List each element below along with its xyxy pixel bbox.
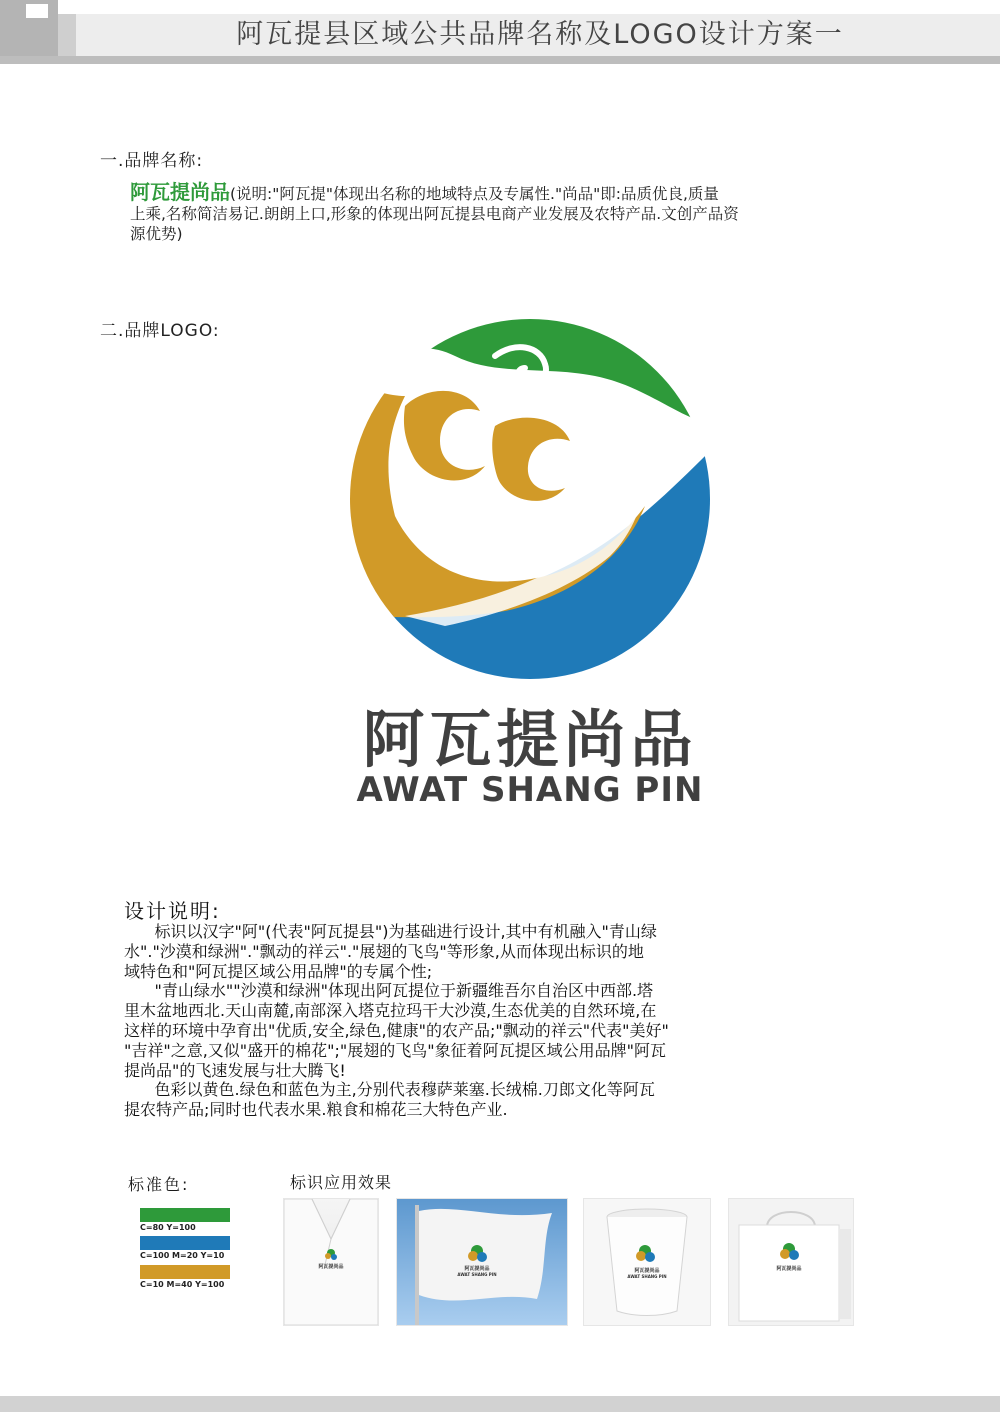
logo-chinese-name: 阿瓦提尚品 <box>362 703 698 776</box>
design-line: "吉祥"之意,又似"盛开的棉花";"展翅的飞鸟"象征着阿瓦提区域公用品牌"阿瓦 <box>124 1040 666 1060</box>
swatch-gold-label: C=10 M=40 Y=100 <box>140 1280 225 1289</box>
footer-band <box>0 1396 1000 1412</box>
design-line: 提尚品"的飞速发展与壮大腾飞! <box>124 1060 346 1080</box>
cup-logo-sub: AWAT SHANG PIN <box>627 1274 667 1279</box>
application-photo-flag <box>396 1198 568 1326</box>
brand-description-line3: 源优势) <box>130 225 183 243</box>
cup-illustration <box>584 1199 710 1325</box>
design-description <box>124 922 884 1120</box>
swatch-green <box>140 1208 230 1222</box>
design-line: 这样的环境中孕育出"优质,安全,绿色,健康"的农产品;"飘动的祥云"代表"美好" <box>124 1020 669 1040</box>
application-photo-bag <box>728 1198 854 1326</box>
header-decor-block-2 <box>58 14 76 56</box>
shirt-illustration <box>284 1199 378 1325</box>
header-decor-notch <box>26 4 48 18</box>
brand-name-block <box>130 182 920 244</box>
bag-illustration <box>729 1199 853 1325</box>
flag-illustration <box>397 1199 567 1325</box>
applications-heading: 标识应用效果 <box>290 1173 393 1192</box>
design-line: 提农特产品;同时也代表水果.粮食和棉花三大特色产业. <box>124 1100 508 1120</box>
swatch-gold <box>140 1265 230 1279</box>
design-line: 水"."沙漠和绿洲"."飘动的祥云"."展翅的飞鸟"等形象,从而体现出标识的地 <box>124 941 644 961</box>
brand-description-line2: 上乘,名称简洁易记.朗朗上口,形象的体现出阿瓦提县电商产业发展及农特产品.文创产品资 <box>130 205 739 223</box>
swatch-green-label: C=80 Y=100 <box>140 1223 196 1232</box>
design-line: 标识以汉字"阿"(代表"阿瓦提县")为基础进行设计,其中有机融入"青山绿 <box>124 922 657 941</box>
application-photo-shirt <box>283 1198 379 1326</box>
swatch-blue <box>140 1236 230 1250</box>
cup-logo-label: 阿瓦提尚品 <box>634 1268 660 1274</box>
design-line: 色彩以黄色.绿色和蓝色为主,分别代表穆萨莱塞.长绒棉.刀郎文化等阿瓦 <box>124 1080 655 1100</box>
design-line: 里木盆地西北.天山南麓,南部深入塔克拉玛干大沙漠,生态优美的自然环境,在 <box>124 1001 657 1021</box>
application-photo-cup <box>583 1198 711 1326</box>
flag-logo-label: 阿瓦提尚品 <box>464 1266 490 1272</box>
design-heading: 设计说明: <box>124 899 221 923</box>
brand-description-line1: (说明:"阿瓦提"体现出名称的地域特点及专属性."尚品"即:品质优良,质量 <box>230 185 719 203</box>
logo-english-name: AWAT SHANG PIN <box>356 770 704 810</box>
design-line: "青山绿水""沙漠和绿洲"体现出阿瓦提位于新疆维吾尔自治区中西部.塔 <box>124 981 654 1001</box>
header-rule <box>0 56 1000 64</box>
shirt-logo-label: 阿瓦提尚品 <box>318 1264 344 1270</box>
standard-colors-heading: 标准色: <box>128 1175 190 1194</box>
design-line: 域特色和"阿瓦提区域公用品牌"的专属个性; <box>124 961 433 981</box>
brand-logo-mark <box>345 316 715 686</box>
section2-heading: 二.品牌LOGO: <box>100 321 220 341</box>
section1-heading: 一.品牌名称: <box>100 151 204 171</box>
page-title: 阿瓦提县区域公共品牌名称及LOGO设计方案一 <box>236 19 844 50</box>
bag-logo-label: 阿瓦提尚品 <box>776 1266 802 1272</box>
flag-logo-sub: AWAT SHANG PIN <box>457 1272 497 1277</box>
swatch-blue-label: C=100 M=20 Y=10 <box>140 1251 225 1260</box>
brand-name: 阿瓦提尚品 <box>130 180 230 204</box>
